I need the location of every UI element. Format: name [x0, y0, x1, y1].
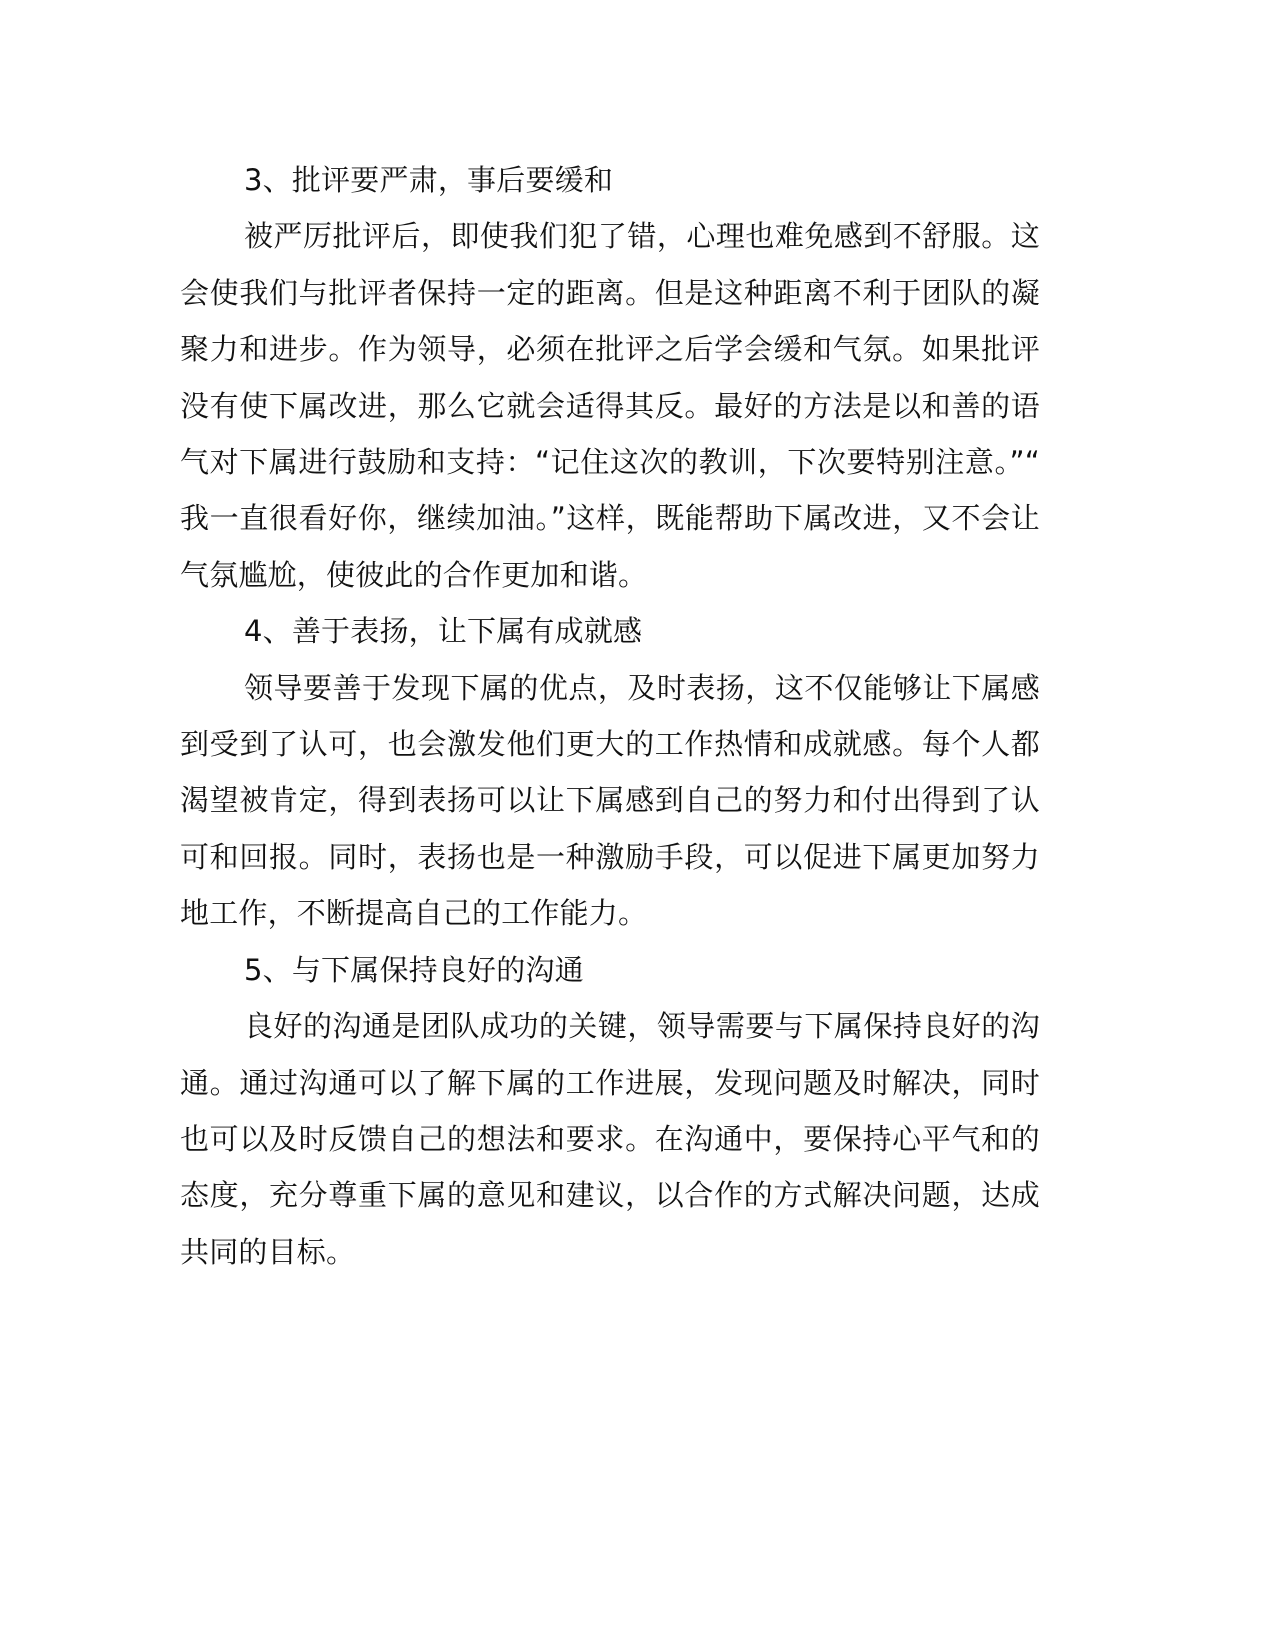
- section-paragraph-5: 良好的沟通是团队成功的关键，领导需要与下属保持良好的沟通。通过沟通可以了解下属的工作进展，发现问题及时解决，同时也可以及时反馈自己的想法和要求。在沟通中，要保持心平气和的态度，充分尊重下属的意见和建议，以合作的方式解决问题，达成共同的目标。: [180, 1009, 1040, 1269]
- document-body: [180, 152, 1040, 1280]
- section-heading-4: 4、善于表扬，让下属有成就感: [244, 614, 643, 649]
- section-paragraph-4: 领导要善于发现下属的优点，及时表扬，这不仅能够让下属感到受到了认可，也会激发他们更大的工作热情和成就感。每个人都渴望被肯定，得到表扬可以让下属感到自己的努力和付出得到了认可和回报。同时，表扬也是一种激励手段，可以促进下属更加努力地工作，不断提高自己的工作能力。: [180, 670, 1040, 931]
- section-heading-5: 5、与下属保持良好的沟通: [244, 952, 584, 987]
- section-paragraph-3: 被严厉批评后，即使我们犯了错，心理也难免感到不舒服。这会使我们与批评者保持一定的距离。但是这种距离不利于团队的凝聚力和进步。作为领导，必须在批评之后学会缓和气氛。如果批评没有使下属改进，那么它就会适得其反。最好的方法是以和善的语气对下属进行鼓励和支持：“记住这次的教训，下次要特别注意。”“我一直很看好你，继续加油。”这样，既能帮助下属改进，又不会让气氛尴尬，使彼此的合作更加和谐。: [180, 219, 1040, 592]
- section-heading-3: 3、批评要严肃，事后要缓和: [244, 163, 614, 197]
